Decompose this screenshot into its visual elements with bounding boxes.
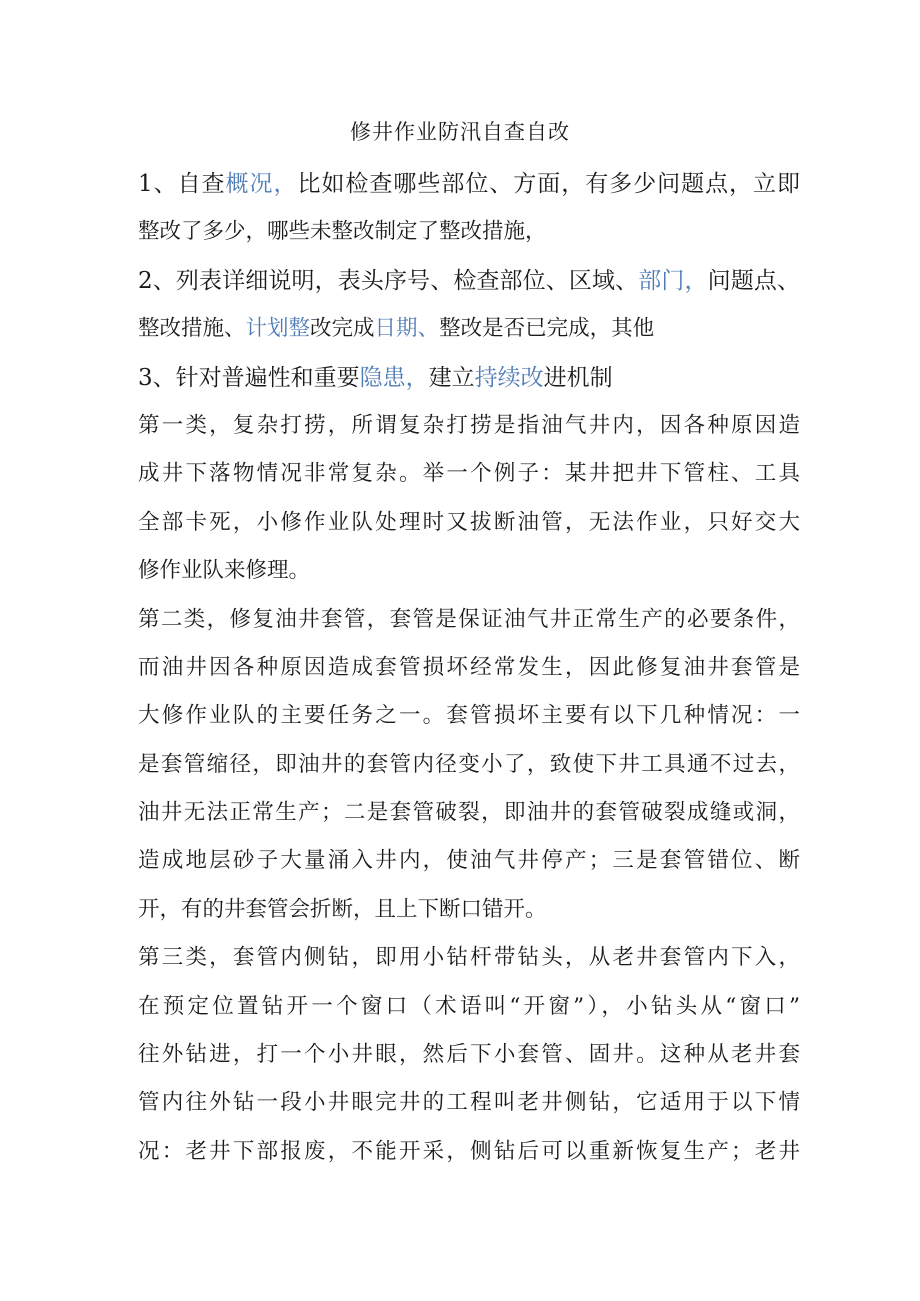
text-segment: 整改了多少，哪些未整改制定了整改措施， [138, 219, 547, 245]
text-line [138, 837, 800, 885]
text-line [138, 983, 800, 1031]
text-segment: 修作业队来修理。 [138, 558, 311, 584]
text-segment: 造成地层砂子大量涌入井内，使油气井停产；三是套管错位、断 [138, 848, 800, 874]
text-line [138, 305, 800, 353]
text-segment: 全部卡死，小修作业队处理时又拔断油管，无法作业，只好交大 [138, 509, 800, 535]
text-line [138, 547, 800, 595]
document-body [138, 160, 800, 1176]
text-line [138, 208, 800, 256]
text-segment: 往外钻进，打一个小井眼，然后下小套管、固井。这种从老井套 [138, 1042, 800, 1068]
text-segment: 3、针对普遍性和重要 [138, 364, 360, 391]
text-line [138, 402, 800, 450]
text-segment: 开，有的井套管会折断，且上下断口错开。 [138, 896, 547, 922]
text-segment: 整改是否已完成，其他 [439, 316, 655, 342]
highlighted-text: 隐患， [359, 364, 429, 391]
text-line [138, 934, 800, 982]
text-segment: 第二类，修复油井套管，套管是保证油气井正常生产的必要条件， [138, 606, 800, 632]
text-line [138, 644, 800, 692]
text-line [138, 1031, 800, 1079]
document-title: 修井作业防汛自查自改 [350, 120, 570, 144]
text-line [138, 257, 800, 305]
text-segment: 油井无法正常生产；二是套管破裂，即油井的套管破裂成缝或洞， [138, 800, 800, 826]
text-segment: 是套管缩径，即油井的套管内径变小了，致使下井工具通不过去， [138, 751, 800, 777]
highlighted-text: 概况， [225, 171, 298, 197]
text-segment: 第三类，套管内侧钻，即用小钻杆带钻头，从老井套管内下入， [138, 945, 800, 971]
text-segment: 而油井因各种原因造成套管损坏经常发生，因此修复油井套管是 [138, 654, 800, 680]
text-segment: 改完成 [310, 316, 375, 342]
text-line [138, 1128, 800, 1176]
text-line [138, 886, 800, 934]
text-segment: 在预定位置钻开一个窗口（术语叫“开窗”），小钻头从“窗口” [138, 993, 800, 1019]
text-segment: 整改措施、 [138, 316, 246, 342]
text-segment: 进机制 [543, 364, 613, 391]
text-line [138, 789, 800, 837]
text-segment: 大修作业队的主要任务之一。套管损坏主要有以下几种情况：一 [138, 703, 800, 729]
text-segment: 建立 [428, 364, 475, 391]
text-line [138, 450, 800, 498]
text-line [138, 1079, 800, 1127]
highlighted-text: 计划整 [245, 316, 311, 342]
text-segment: 比如检查哪些部位、方面，有多少问题点，立即 [297, 171, 801, 197]
text-segment: 成井下落物情况非常复杂。举一个例子：某井把井下管柱、工具 [138, 461, 800, 487]
highlighted-text: 日期、 [374, 316, 440, 342]
text-segment: 第一类，复杂打捞，所谓复杂打捞是指油气井内，因各种原因造 [138, 412, 800, 438]
text-segment: 管内往外钻一段小井眼完井的工程叫老井侧钻，它适用于以下情 [138, 1090, 800, 1116]
text-line [138, 354, 800, 402]
text-line [138, 692, 800, 740]
text-line [138, 499, 800, 547]
text-segment: 况：老井下部报废，不能开采，侧钻后可以重新恢复生产；老井 [138, 1138, 800, 1164]
highlighted-text: 持续改 [474, 364, 544, 391]
text-segment: 1、自查 [138, 171, 226, 197]
text-segment: 2、列表详细说明，表头序号、检查部位、区域、 [138, 267, 639, 294]
text-segment: 问题点、 [707, 267, 801, 294]
text-line [138, 596, 800, 644]
text-line [138, 741, 800, 789]
text-line [138, 160, 800, 208]
highlighted-text: 部门， [638, 267, 708, 294]
